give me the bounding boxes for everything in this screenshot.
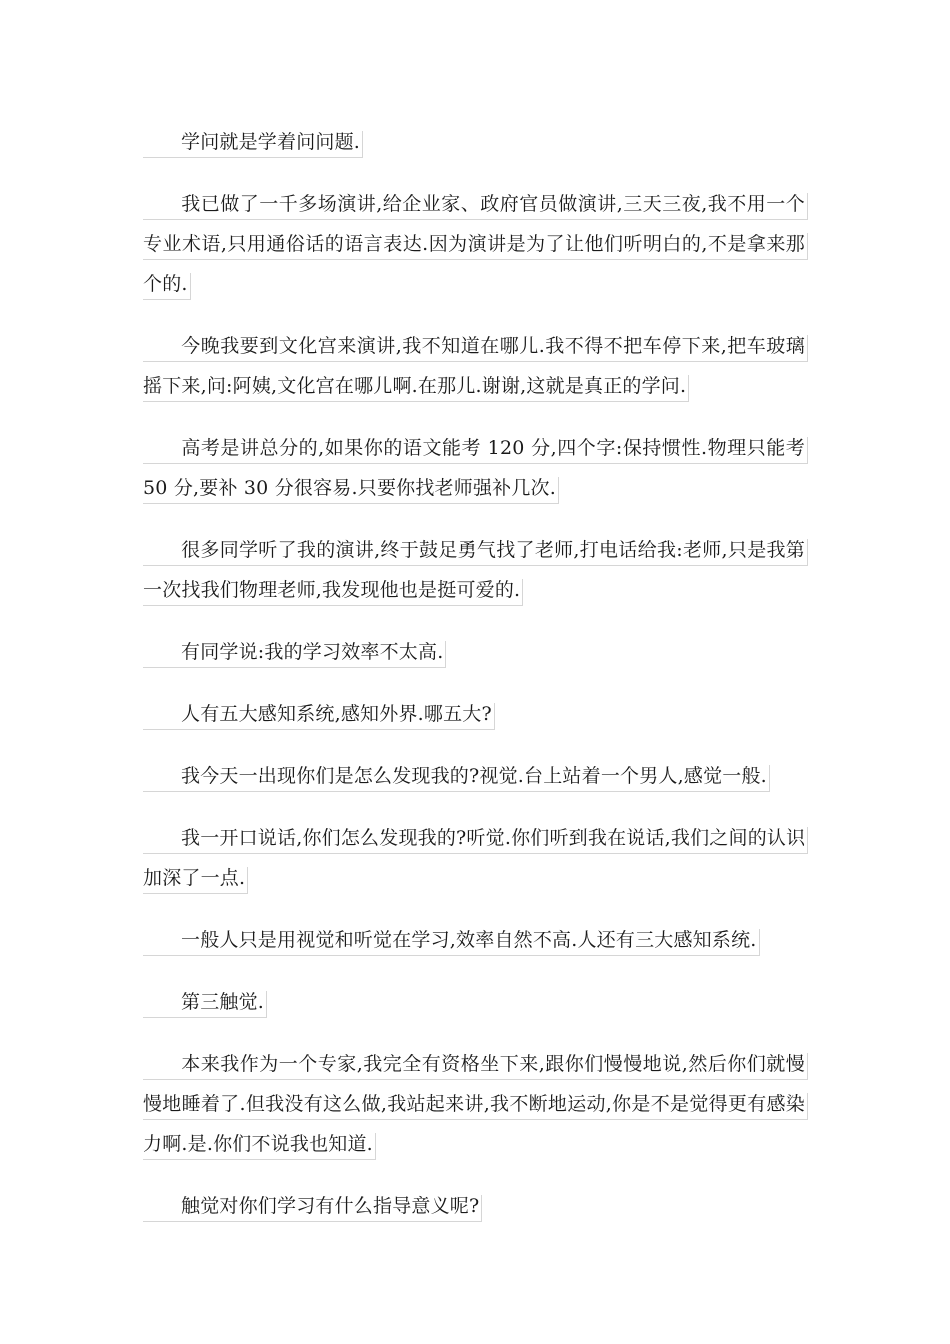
paragraph-text: 学问就是学着问问题.	[181, 131, 361, 153]
paragraph-2	[143, 184, 808, 304]
paragraph-11	[143, 982, 808, 1022]
paragraph-3	[143, 326, 808, 406]
paragraph-text: 我今天一出现你们是怎么发现我的?视觉.台上站着一个男人,感觉一般.	[181, 765, 767, 787]
paragraph-12	[143, 1044, 808, 1164]
paragraph-8	[143, 756, 808, 796]
paragraph-13	[143, 1186, 808, 1226]
paragraph-text: 本来我作为一个专家,我完全有资格坐下来,跟你们慢慢地说,然后你们就慢慢地睡着了.但我没有这么做,我站起来讲,我不断地运动,你是不是觉得更有感染力啊.是.你们不说我也知道.	[143, 1053, 805, 1155]
paragraph-text: 我一开口说话,你们怎么发现我的?听觉.你们听到我在说话,我们之间的认识加深了一点.	[143, 827, 806, 889]
paragraph-text: 很多同学听了我的演讲,终于鼓足勇气找了老师,打电话给我:老师,只是我第一次找我们物理老师,我发现他也是挺可爱的.	[143, 539, 805, 601]
paragraph-text: 我已做了一千多场演讲,给企业家、政府官员做演讲,三天三夜,我不用一个专业术语,只用通俗话的语言表达.因为演讲是为了让他们听明白的,不是拿来那个的.	[143, 193, 805, 295]
document-body	[143, 122, 808, 1248]
paragraph-text: 一般人只是用视觉和听觉在学习,效率自然不高.人还有三大感知系统.	[181, 929, 757, 951]
paragraph-5	[143, 530, 808, 610]
paragraph-4	[143, 428, 808, 508]
paragraph-text: 今晚我要到文化宫来演讲,我不知道在哪儿.我不得不把车停下来,把车玻璃摇下来,问:阿姨,文化宫在哪儿啊.在那儿.谢谢,这就是真正的学问.	[143, 335, 805, 397]
paragraph-9	[143, 818, 808, 898]
paragraph-6	[143, 632, 808, 672]
paragraph-text: 第三触觉.	[181, 991, 265, 1013]
paragraph-7	[143, 694, 808, 734]
paragraph-text: 有同学说:我的学习效率不太高.	[181, 641, 444, 663]
paragraph-10	[143, 920, 808, 960]
paragraph-text: 人有五大感知系统,感知外界.哪五大?	[181, 703, 492, 725]
paragraph-text: 高考是讲总分的,如果你的语文能考 120 分,四个字:保持惯性.物理只能考 50 分,要补 30 分很容易.只要你找老师强补几次.	[143, 437, 805, 499]
paragraph-1	[143, 122, 808, 162]
paragraph-text: 触觉对你们学习有什么指导意义呢?	[181, 1195, 480, 1217]
